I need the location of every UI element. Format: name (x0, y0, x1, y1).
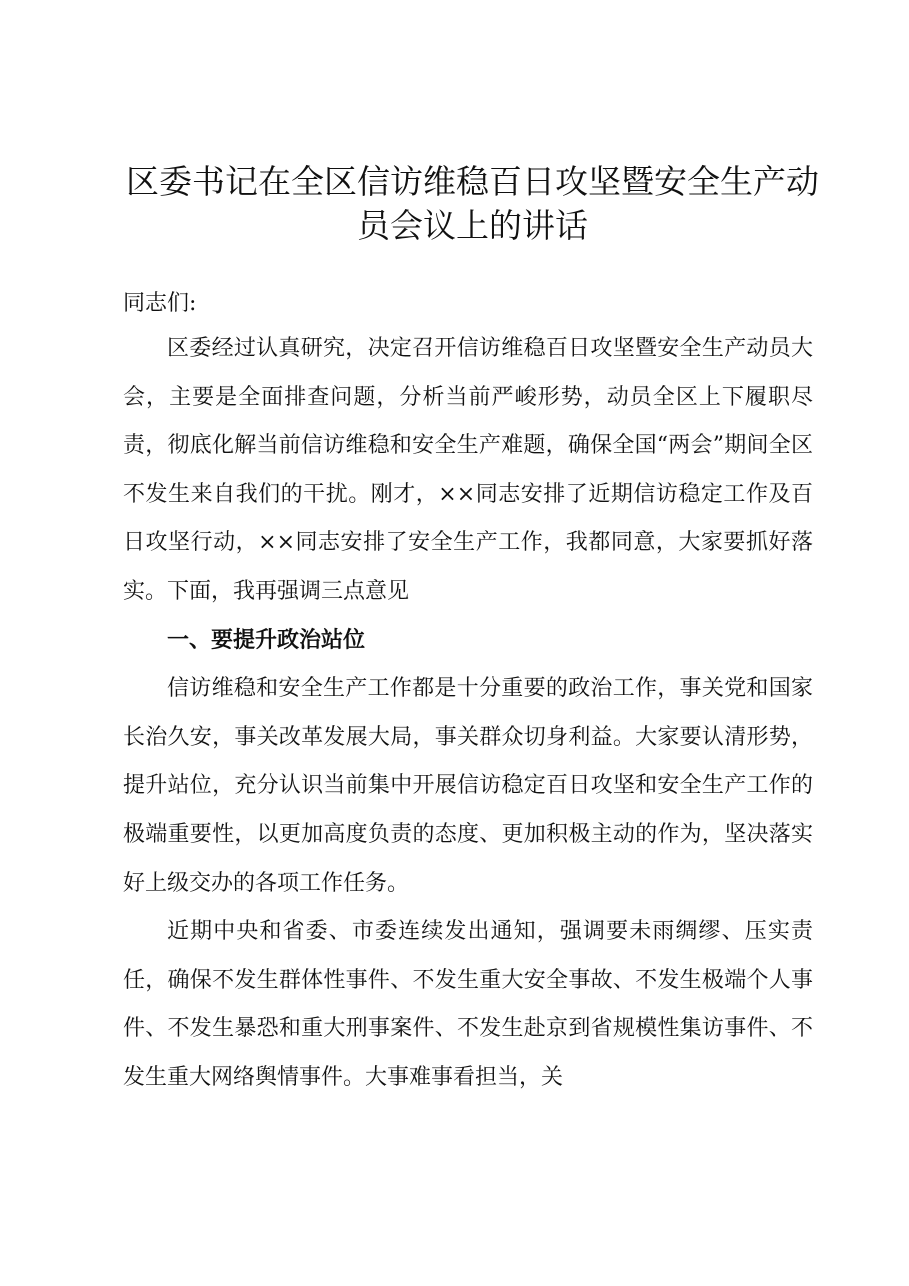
title-line-2: 员会议上的讲话 (357, 206, 588, 245)
title-line-1: 区委书记在全区信访维稳百日攻坚暨安全生产动 (126, 162, 819, 201)
paragraph-section1-b: 近期中央和省委、市委连续发出通知，强调要未雨绸缪、压实责任，确保不发生群体性事件、不发生重大安全事故、不发生极端个人事件、不发生暴恐和重大刑事案件、不发生赴京到省规模性集访事件、不发生重大网络舆情事件。大事难事看担当，关 (123, 919, 813, 1090)
greeting: 同志们: (123, 291, 197, 316)
document-title (100, 160, 845, 248)
paragraph-intro: 区委经过认真研究，决定召开信访维稳百日攻坚暨安全生产动员大会，主要是全面排查问题，分析当前严峻形势，动员全区上下履职尽责，彻底化解当前信访维稳和安全生产难题，确保全国“两会”期间全区不发生来自我们的干扰。刚才，××同志安排了近期信访稳定工作及百日攻坚行动，××同志安排了安全生产工作，我都同意，大家要抓好落实。下面，我再强调三点意见 (123, 336, 813, 604)
document-body (123, 325, 813, 1103)
paragraph-section1-a: 信访维稳和安全生产工作都是十分重要的政治工作，事关党和国家长治久安，事关改革发展大局，事关群众切身利益。大家要认清形势，提升站位，充分认识当前集中开展信访稳定百日攻坚和安全生产工作的极端重要性，以更加高度负责的态度、更加积极主动的作为，坚决落实好上级交办的各项工作任务。 (123, 676, 813, 896)
section-heading-1: 一、要提升政治站位 (167, 627, 366, 653)
